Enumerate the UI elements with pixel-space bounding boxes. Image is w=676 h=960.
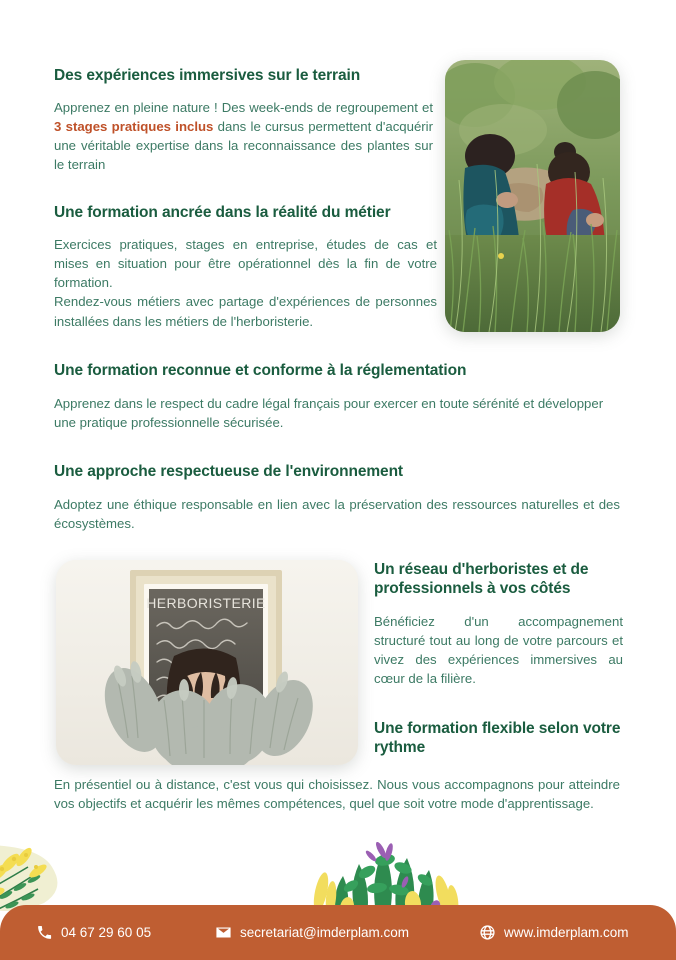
footer-phone-text: 04 67 29 60 05 [61, 925, 152, 940]
field-photo-graphic [445, 60, 620, 332]
field-photo [445, 60, 620, 332]
section-body-environnement: Adoptez une éthique responsable en lien avec la préservation des ressources naturelles et des écosystèmes. [54, 497, 620, 532]
section-body-realite-metier: Exercices pratiques, stages en entreprise, études de cas et mises en situation pour être opérationnel dès la fin de votre formation. Rendez-vous métiers avec partage d'expériences de personnes installées dans les métiers de l'herboristerie. [54, 237, 437, 329]
section-heading-experiences: Des expériences immersives sur le terrain [54, 67, 361, 84]
footer-email[interactable] [215, 924, 409, 941]
phone-icon [36, 924, 53, 941]
section-heading-reglementation: Une formation reconnue et conforme à la réglementation [54, 362, 467, 379]
section-body-flexible: En présentiel ou à distance, c'est vous qui choisissez. Nous vous accompagnons pour atteindre vos objectifs et acquérir les mêmes compétences, quel que soit votre mode d'apprentissage. [54, 777, 620, 812]
section-body-reseau: Bénéficiez d'un accompagnement structuré tout au long de votre parcours et vivez des expériences immersives au cœur de la filière. [374, 614, 623, 687]
section-heading-environnement: Une approche respectueuse de l'environnement [54, 463, 403, 480]
footer-email-text: secretariat@imderplam.com [240, 925, 410, 940]
envelope-icon [215, 924, 232, 941]
shop-photo-graphic [56, 560, 358, 765]
section-heading-flexible: Une formation flexible selon votre rythme [374, 720, 621, 757]
shop-photo [56, 560, 358, 765]
section-body-experiences [54, 98, 433, 175]
section-heading-realite-metier: Une formation ancrée dans la réalité du métier [54, 204, 391, 221]
section-heading-reseau: Un réseau d'herboristes et de professionnels à vos côtés [374, 561, 589, 598]
section-body-reglementation: Apprenez dans le respect du cadre légal français pour exercer en toute sérénité et développer une pratique professionnelle sécurisée. [54, 396, 604, 431]
footer-website[interactable] [479, 924, 629, 941]
body-text-part: Apprenez en pleine nature ! Des week-ends de regroupement et [54, 100, 433, 115]
body-text-part: dans le cursus permettent d'acquérir une véritable expertise dans la reconnaissance des plantes sur le terrain [54, 119, 434, 173]
footer-website-text: www.imderplam.com [504, 925, 629, 940]
footer-contact-bar [0, 905, 676, 960]
highlighted-text: 3 stages pratiques inclus [54, 119, 214, 135]
globe-icon [479, 924, 496, 941]
chalkboard-title-text: HERBORISTERIE [146, 595, 266, 611]
footer-phone[interactable] [36, 924, 151, 941]
